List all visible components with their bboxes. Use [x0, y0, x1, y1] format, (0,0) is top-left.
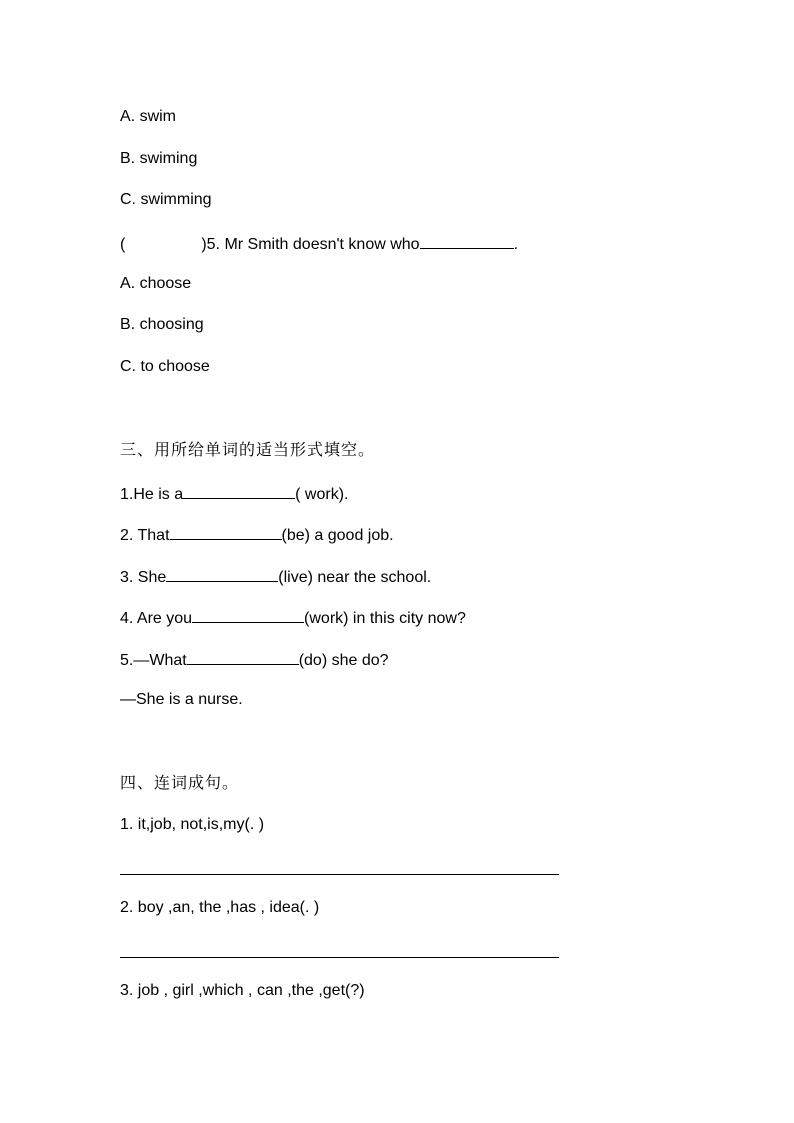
q5-blank	[420, 232, 514, 249]
part3-item-1-prefix: 1.He is a	[120, 486, 184, 503]
part3-item-4-suffix: (work) in this city now?	[304, 610, 466, 627]
part4-item-2-answer-rule	[120, 957, 559, 958]
q4-option-b: B. swiming	[120, 150, 198, 167]
part3-item-5	[120, 648, 389, 671]
part3-item-4	[120, 606, 466, 629]
part3-item-1	[120, 482, 348, 505]
q5-text: )5. Mr Smith doesn't know who	[201, 236, 420, 253]
part3-item-1-blank	[183, 482, 295, 499]
part3-item-2-blank	[170, 523, 282, 540]
q5-question	[120, 232, 518, 255]
part3-item-5-suffix: (do) she do?	[298, 652, 389, 669]
part3-item-2	[120, 523, 394, 546]
q5-open-paren: (	[120, 236, 126, 253]
part4-item-2: 2. boy ,an, the ,has , idea(. )	[120, 899, 320, 916]
q5-option-c: C. to choose	[120, 358, 210, 375]
q5-end: .	[513, 236, 519, 253]
part3-item-5-prefix: 5.—What	[120, 652, 187, 669]
part3-item-3-suffix: (live) near the school.	[278, 569, 432, 586]
q4-option-c: C. swimming	[120, 191, 212, 208]
part4-item-1: 1. it,job, not,is,my(. )	[120, 816, 265, 833]
part3-item-2-prefix: 2. That	[120, 527, 170, 544]
part3-item-4-prefix: 4. Are you	[120, 610, 193, 627]
q4-option-a: A. swim	[120, 108, 176, 125]
part3-item-3	[120, 565, 431, 588]
part3-item-4-blank	[192, 606, 304, 623]
q5-option-b: B. choosing	[120, 316, 204, 333]
part4-item-3: 3. job , girl ,which , can ,the ,get(?)	[120, 982, 365, 999]
part3-item-3-blank	[166, 565, 278, 582]
part3-item-5-blank	[187, 648, 299, 665]
part3-heading: 三、用所给单词的适当形式填空。	[120, 440, 376, 459]
part3-answer-line: —She is a nurse.	[120, 691, 243, 708]
part4-heading: 四、连词成句。	[120, 773, 240, 792]
q5-option-a: A. choose	[120, 275, 192, 292]
part3-item-3-prefix: 3. She	[120, 569, 167, 586]
part3-item-1-suffix: ( work).	[295, 486, 349, 503]
part4-item-1-answer-rule	[120, 874, 559, 875]
part3-item-2-suffix: (be) a good job.	[281, 527, 394, 544]
